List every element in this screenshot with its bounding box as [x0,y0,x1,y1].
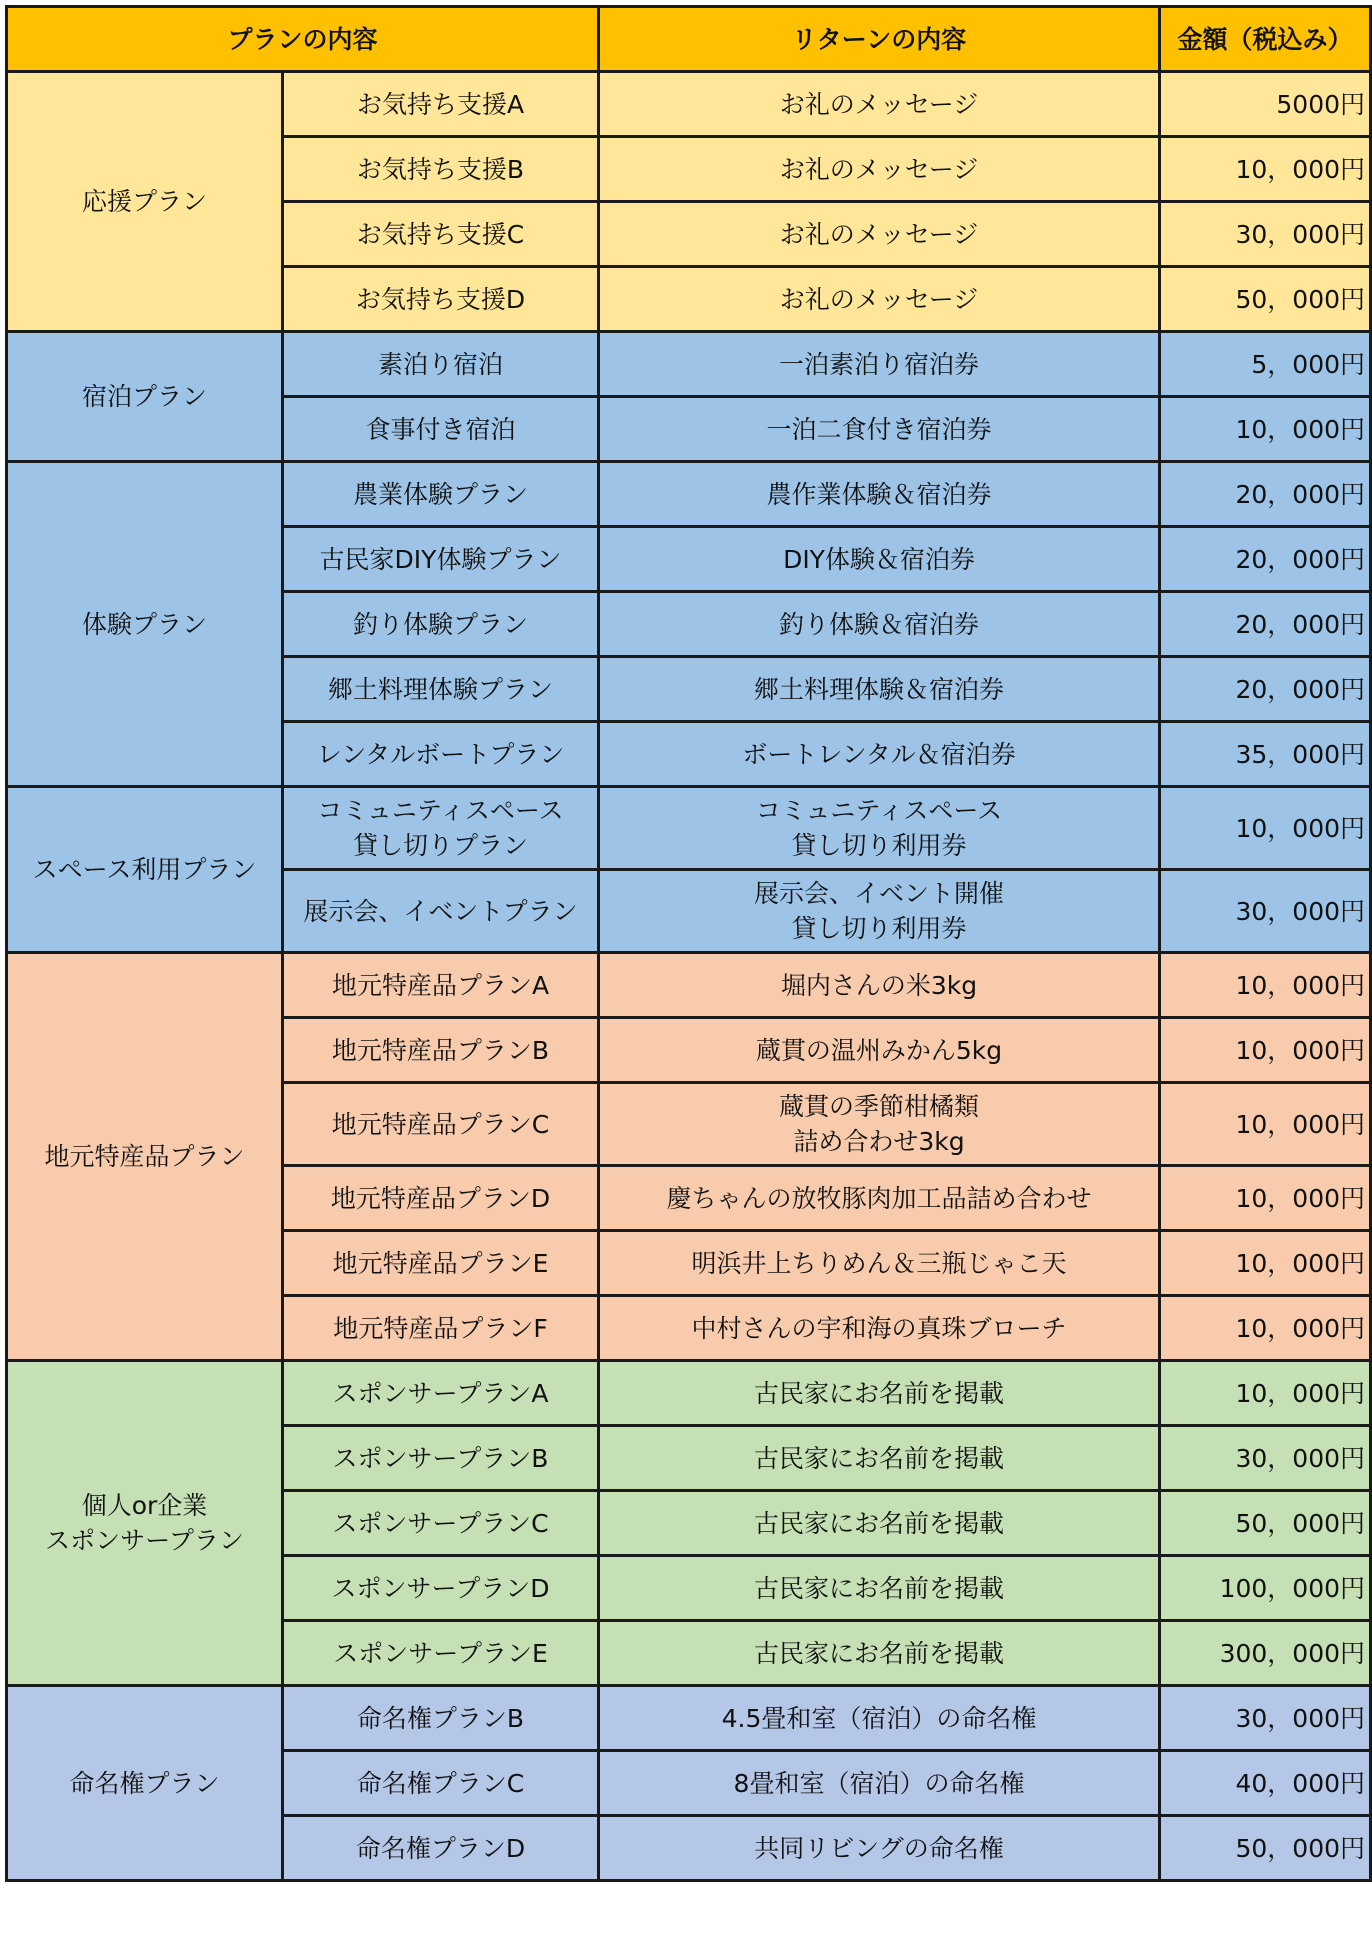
cell-line: コミュニティスペース [317,796,564,825]
plan-table [5,5,1372,1882]
cell-line: 詰め合わせ3kg [793,1127,965,1156]
amount-cell: 10，000円 [1160,1166,1371,1231]
plan-name-cell: スポンサープランD [283,1556,599,1621]
header-return: リターンの内容 [599,7,1160,72]
amount-cell: 30，000円 [1160,202,1371,267]
return-cell [599,787,1160,870]
amount-cell: 10，000円 [1160,137,1371,202]
plan-name-cell: お気持ち支援C [283,202,599,267]
amount-cell: 20，000円 [1160,657,1371,722]
plan-row [7,1361,1371,1426]
header-plan: プランの内容 [7,7,599,72]
return-cell: 古民家にお名前を掲載 [599,1556,1160,1621]
plan-row [7,1686,1371,1751]
return-cell: 一泊素泊り宿泊券 [599,332,1160,397]
plan-name-cell: 命名権プランD [283,1816,599,1881]
plan-name-cell: 命名権プランC [283,1751,599,1816]
return-cell: 郷土料理体験＆宿泊券 [599,657,1160,722]
amount-cell: 30，000円 [1160,1426,1371,1491]
plan-name-cell: 命名権プランB [283,1686,599,1751]
return-cell: ボートレンタル＆宿泊券 [599,722,1160,787]
cell-line: コミュニティスペース [755,796,1003,825]
plan-group-name: 体験プラン [7,462,283,787]
plan-row [7,953,1371,1018]
amount-cell: 100，000円 [1160,1556,1371,1621]
return-cell: 蔵貫の温州みかん5kg [599,1018,1160,1083]
plan-group-name: スペース利用プラン [7,787,283,953]
plan-name-cell: 地元特産品プランA [283,953,599,1018]
plan-name-cell: レンタルボートプラン [283,722,599,787]
return-cell: 慶ちゃんの放牧豚肉加工品詰め合わせ [599,1166,1160,1231]
cell-line: 個人or企業 [81,1491,208,1520]
amount-cell: 10，000円 [1160,397,1371,462]
return-cell: 古民家にお名前を掲載 [599,1361,1160,1426]
plan-row [7,462,1371,527]
plan-name-cell: 農業体験プラン [283,462,599,527]
amount-cell: 20，000円 [1160,527,1371,592]
header-amount: 金額（税込み） [1160,7,1371,72]
plan-name-cell: 地元特産品プランE [283,1231,599,1296]
plan-group-name: 応援プラン [7,72,283,332]
plan-table-sheet [5,5,1369,1955]
return-cell: 堀内さんの米3kg [599,953,1160,1018]
plan-group-name: 宿泊プラン [7,332,283,462]
return-cell: お礼のメッセージ [599,137,1160,202]
amount-cell: 10，000円 [1160,787,1371,870]
plan-name-cell: 釣り体験プラン [283,592,599,657]
return-cell [599,1083,1160,1166]
plan-group-name: 地元特産品プラン [7,953,283,1361]
return-cell: 共同リビングの命名権 [599,1816,1160,1881]
plan-name-cell: 地元特産品プランD [283,1166,599,1231]
plan-name-cell: 地元特産品プランB [283,1018,599,1083]
return-cell [599,870,1160,953]
cell-line: 蔵貫の季節柑橘類 [779,1092,980,1121]
return-cell: 釣り体験＆宿泊券 [599,592,1160,657]
plan-name-cell: お気持ち支援D [283,267,599,332]
amount-cell: 20，000円 [1160,462,1371,527]
return-cell: 中村さんの宇和海の真珠ブローチ [599,1296,1160,1361]
amount-cell: 30，000円 [1160,870,1371,953]
header-row [7,7,1371,72]
plan-name-cell: 地元特産品プランF [283,1296,599,1361]
return-cell: お礼のメッセージ [599,202,1160,267]
amount-cell: 10，000円 [1160,1018,1371,1083]
return-cell: 古民家にお名前を掲載 [599,1426,1160,1491]
amount-cell: 10，000円 [1160,953,1371,1018]
plan-name-cell: スポンサープランB [283,1426,599,1491]
plan-name-cell: スポンサープランC [283,1491,599,1556]
amount-cell: 10，000円 [1160,1296,1371,1361]
return-cell: 8畳和室（宿泊）の命名権 [599,1751,1160,1816]
return-cell: お礼のメッセージ [599,267,1160,332]
amount-cell: 10，000円 [1160,1083,1371,1166]
plan-name-cell: 素泊り宿泊 [283,332,599,397]
amount-cell: 40，000円 [1160,1751,1371,1816]
amount-cell: 5000円 [1160,72,1371,137]
plan-name-cell: お気持ち支援A [283,72,599,137]
plan-row [7,787,1371,870]
plan-group-name: 命名権プラン [7,1686,283,1881]
cell-line: 貸し切り利用券 [791,831,967,860]
amount-cell: 5，000円 [1160,332,1371,397]
amount-cell: 300，000円 [1160,1621,1371,1686]
amount-cell: 35，000円 [1160,722,1371,787]
return-cell: DIY体験＆宿泊券 [599,527,1160,592]
return-cell: 古民家にお名前を掲載 [599,1491,1160,1556]
amount-cell: 50，000円 [1160,1491,1371,1556]
amount-cell: 10，000円 [1160,1231,1371,1296]
plan-name-cell: 古民家DIY体験プラン [283,527,599,592]
return-cell: 古民家にお名前を掲載 [599,1621,1160,1686]
plan-name-cell: スポンサープランA [283,1361,599,1426]
amount-cell: 50，000円 [1160,267,1371,332]
return-cell: 農作業体験＆宿泊券 [599,462,1160,527]
plan-group-name [7,1361,283,1686]
plan-name-cell: 郷土料理体験プラン [283,657,599,722]
amount-cell: 50，000円 [1160,1816,1371,1881]
amount-cell: 20，000円 [1160,592,1371,657]
cell-line: 貸し切り利用券 [791,914,967,943]
cell-line: 貸し切りプラン [353,831,529,860]
plan-name-cell: 展示会、イベントプラン [283,870,599,953]
plan-name-cell [283,787,599,870]
plan-name-cell: お気持ち支援B [283,137,599,202]
plan-name-cell: 地元特産品プランC [283,1083,599,1166]
plan-row [7,332,1371,397]
return-cell: お礼のメッセージ [599,72,1160,137]
return-cell: 明浜井上ちりめん＆三瓶じゃこ天 [599,1231,1160,1296]
amount-cell: 10，000円 [1160,1361,1371,1426]
plan-name-cell: 食事付き宿泊 [283,397,599,462]
cell-line: スポンサープラン [45,1526,244,1555]
plan-name-cell: スポンサープランE [283,1621,599,1686]
cell-line: 展示会、イベント開催 [754,879,1005,908]
return-cell: 一泊二食付き宿泊券 [599,397,1160,462]
plan-row [7,72,1371,137]
plan-table-body [7,72,1371,1881]
amount-cell: 30，000円 [1160,1686,1371,1751]
return-cell: 4.5畳和室（宿泊）の命名権 [599,1686,1160,1751]
